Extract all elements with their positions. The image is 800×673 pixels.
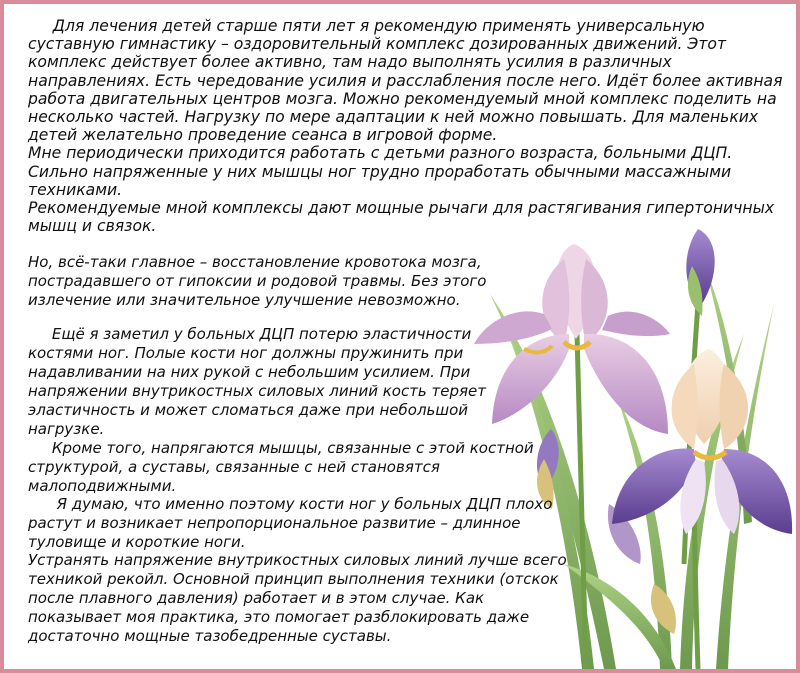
paragraph-bone-elasticity: Ещё я заметил у больных ДЦП потерю эластичности костями ног. Полые кости ног должны пружинить при надавливании на них рукой с небольшим усилием. При напряжении внутрикостных силовых линий кость теряет эластичность и может сломаться даже при небольшой нагрузке. Кроме того, напрягаются мышцы, связанные с этой костной структурой, а суставы, связанные с ней становятся малоподвижными. [28,325,534,495]
paragraph-blood-flow: Но, всё-таки главное – восстановление кровотока мозга, пострадавшего от гипоксии и родовой травмы. Без этого излечение или значительное улучшение невозможно. [28,253,487,309]
paragraph-recoil-technique: Я думаю, что именно поэтому кости ног у больных ДЦП плохо растут и возникает непропорциональное развитие – длинное туловище и короткие ноги. Устранять напряжение внутрикостных силовых линий лучше всего техникой рекойл. Основной принцип выполнения техники (отскок после плавного давления) работает и в этом случае. Как показывает моя практика, это помогает разблокировать даже достаточно мощные тазобедренные суставы. [28,495,567,645]
paragraph-intro: Для лечения детей старше пяти лет я рекомендую применять универсальную суставную гимнастику – оздоровительный комплекс дозированных движений. Этот комплекс действует более активно, там надо выполнять усилия в различных направлениях. Есть чередование усилия и расслабления после него. Идёт более активная работа двигательных центров мозга. Можно рекомендуемый мной комплекс поделить на несколько частей. Нагрузку по мере адаптации к ней можно повышать. Для маленьких детей желательно проведение сеанса в игровой форме. Мне периодически приходится работать с детьми разного возраста, больными ДЦП. Сильно напряженные у них мышцы ног трудно проработать обычными массажными техниками. Рекомендуемые мной комплексы дают мощные рычаги для растягивания гипертоничных мышц и связок. [28,17,783,236]
